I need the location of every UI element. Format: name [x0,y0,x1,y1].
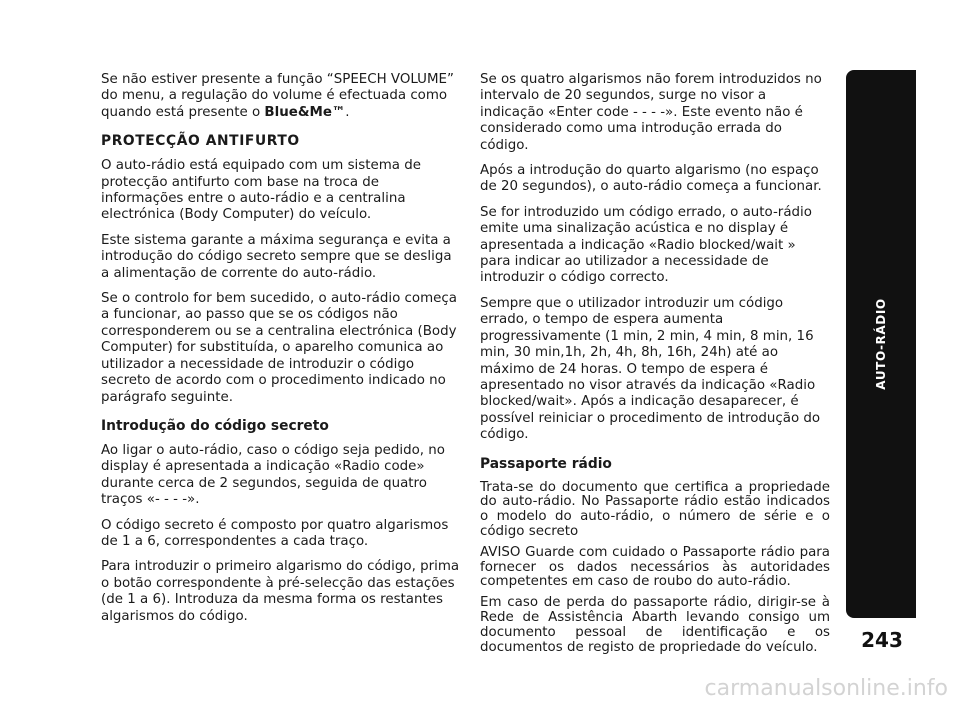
blueandme-label: Blue&Me™ [264,104,346,120]
page-number: 243 [861,628,903,652]
wrong-code-paragraph: Se for introduzido um código errado, o auto-rádio emite uma sinalização acústica e no display é apresentada a indicação «Radio blocked/wait » para indicar ao utilizador a necessidade de introduzir o código correcto. [480,204,812,286]
section-tab [846,70,916,618]
wait-time-paragraph: Sempre que o utilizador introduzir um código errado, o tempo de espera aumenta progressivamente (1 min, 2 min, 4 min, 8 min, 16 min, 30 min,1h, 2h, 4h, 8h, 16h, 24h) até ao máximo de 24 horas. O tempo de espera é apresentado no visor através da indicação «Radio blocked/wait». Após a indicação desaparecer, é possível reiniciar o procedimento de introdução do código. [480,295,821,443]
passport-paragraph-3: Em caso de perda do passaporte rádio, dirigir-se à Rede de Assistência Abarth levando consigo um documento pessoal de identificação e os documentos de registo de propriedade do veículo. [480,595,830,655]
antitheft-heading: PROTECÇÃO ANTIFURTO [101,133,300,150]
fourth-digit-paragraph: Após a introdução do quarto algarismo (no espaço de 20 segundos), o auto-rádio começa a funcionar. [480,163,822,195]
section-tab-label: AUTO-RÁDIO [874,298,888,390]
secret-code-paragraph-1: Ao ligar o auto-rádio, caso o código seja pedido, no display é apresentada a indicação «Radio code» durante cerca de 2 segundos, seguida de quatro traços «- - - -». [101,442,445,508]
volume-paragraph [101,72,463,121]
passport-paragraph-2: AVISO Guarde com cuidado o Passaporte rádio para fornecer os dados necessários às autoridades competentes em caso de roubo do auto-rádio. [480,544,830,590]
volume-text: Se não estiver presente a função “SPEECH VOLUME” do menu, a regulação do volume é efectuada como quando está presente o [101,72,454,120]
left-column [101,72,463,634]
secret-code-paragraph-2: O código secreto é composto por quatro algarismos de 1 a 6, correspondentes a cada traço. [101,517,449,549]
antitheft-paragraph-3: Se o controlo for bem sucedido, o auto-rádio começa a funcionar, ao passo que se os códigos não corresponderem ou se a centralina electrónica (Body Computer) for substituída, o aparelho comunica ao utilizador a necessidade de introduzir o código secreto de acordo com o procedimento indicado no parágrafo seguinte. [101,291,457,405]
timeout-paragraph: Se os quatro algarismos não forem introduzidos no intervalo de 20 segundos, surge no visor a indicação «Enter code - - - -». Este evento não é considerado como uma introdução errada do código. [480,72,822,153]
watermark: carmanualsonline.info [704,676,948,701]
secret-code-paragraph-3: Para introduzir o primeiro algarismo do código, prima o botão correspondente à pré-selecção das estações (de 1 a 6). Introduza da mesma forma os restantes algarismos do código. [101,559,460,624]
volume-text-end: . [345,104,350,120]
right-column [480,72,830,661]
radio-passport-heading: Passaporte rádio [480,455,612,472]
secret-code-heading: Introdução do código secreto [101,417,329,434]
antitheft-paragraph-2: Este sistema garante a máxima segurança e evita a introdução do código secreto sempre que se desliga a alimentação de corrente do auto-rádio. [101,232,452,281]
passport-paragraph-1: Trata-se do documento que certifica a propriedade do auto-rádio. No Passaporte rádio estão indicados o modelo do auto-rádio, o número de série e o código secreto [480,479,830,539]
antitheft-paragraph-1: O auto-rádio está equipado com um sistema de protecção antifurto com base na troca de informações entre o auto-rádio e a centralina electrónica (Body Computer) do veículo. [101,158,421,223]
